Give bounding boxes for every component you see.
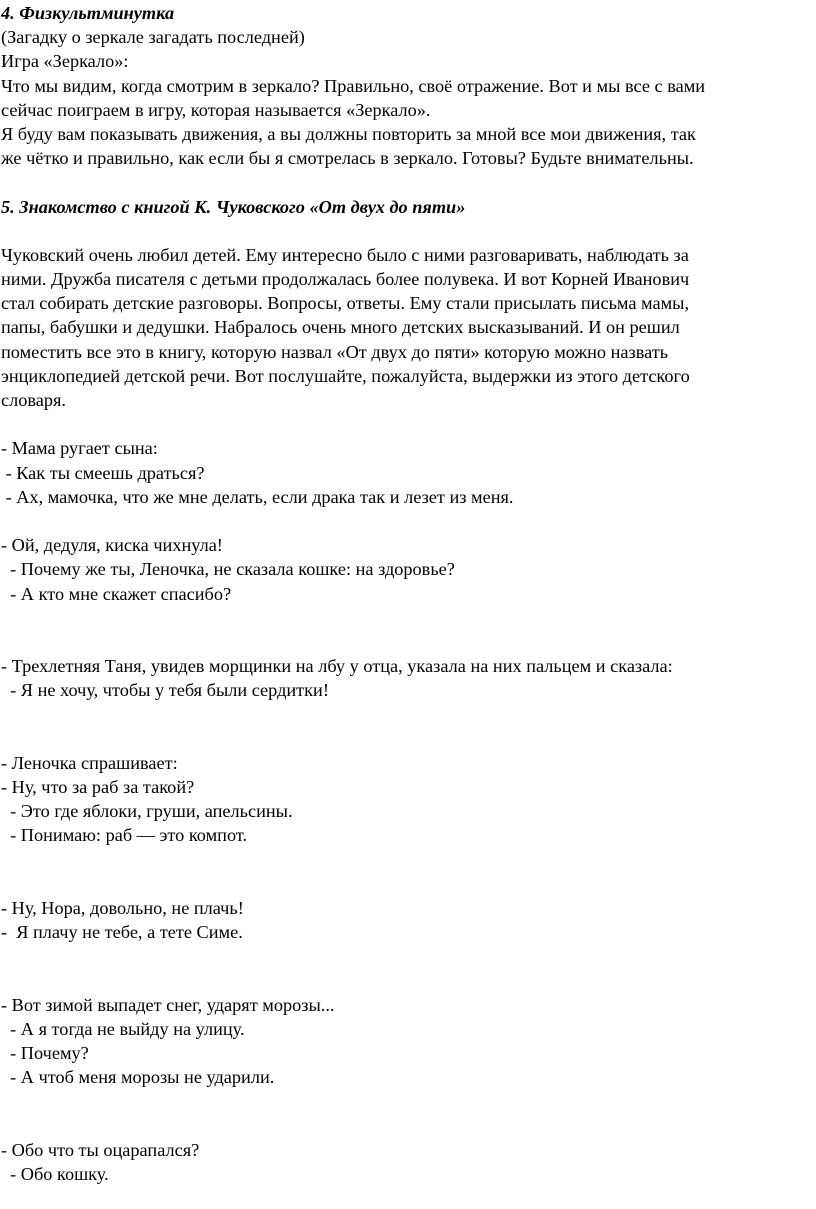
dialogue-line: - Трехлетняя Таня, увидев морщинки на лбу у отца, указала на них пальцем и сказала: (1, 656, 673, 677)
intro-line: стал собирать детские разговоры. Вопросы, ответы. Ему стали присылать письма мамы, (1, 293, 690, 314)
dialogue-line: - Как ты смеешь драться? (1, 462, 205, 483)
intro-line: Чуковский очень любил детей. Ему интересно было с ними разговаривать, наблюдать за (1, 244, 689, 265)
intro-line: ними. Дружба писателя с детьми продолжалась более полувека. И вот Корней Иванович (1, 269, 690, 290)
intro-line: поместить все это в книгу, которую назвал «От двух до пяти» которую можно назвать (1, 341, 669, 362)
section-4-line: же чётко и правильно, как если бы я смотрелась в зеркало. Готовы? Будьте внимательны. (1, 148, 694, 169)
section-4-line: сейчас поиграем в игру, которая называется «Зеркало». (1, 99, 431, 120)
dialogue-block (1, 751, 811, 848)
spacer (1, 509, 811, 533)
section-4-line: (Загадку о зеркале загадать последней) (1, 27, 305, 48)
intro-paragraph (1, 243, 811, 412)
spacer (1, 848, 811, 896)
dialogue-block (1, 993, 811, 1090)
dialogue-line: - Ой, дедуля, киска чихнула! (1, 535, 223, 556)
section-4-line: Я буду вам показывать движения, а вы должны повторить за мной все мои движения, так (1, 123, 696, 144)
dialogue-line: - Я плачу не тебе, а тете Симе. (1, 922, 243, 943)
dialogue-line: - Я не хочу, чтобы у тебя были сердитки! (1, 680, 329, 701)
section-4-line: Что мы видим, когда смотрим в зеркало? Правильно, своё отражение. Вот и мы все с вами (1, 75, 706, 96)
intro-line: словаря. (1, 390, 67, 410)
document-body (1, 1, 811, 1186)
spacer (1, 702, 811, 750)
dialogue-line: - Понимаю: раб — это компот. (1, 825, 248, 846)
dialogue-block (1, 654, 811, 702)
dialogue-line: - А я тогда не выйду на улицу. (1, 1018, 245, 1039)
dialogue-line: - Ах, мамочка, что же мне делать, если драка так и лезет из меня. (1, 486, 514, 507)
spacer (1, 170, 811, 194)
dialogue-block (1, 436, 811, 509)
dialogue-line: - Это где яблоки, груши, апельсины. (1, 801, 293, 822)
intro-line: энциклопедией детской речи. Вот послушайте, пожалуйста, выдержки из этого детского (1, 365, 690, 386)
dialogue-line: - Почему? (1, 1043, 89, 1064)
dialogue-line: - А чтоб меня морозы не ударили. (1, 1067, 275, 1088)
intro-line: папы, бабушки и дедушки. Набралось очень много детских высказываний. И он решил (1, 317, 680, 338)
spacer (1, 944, 811, 992)
spacer (1, 1090, 811, 1138)
dialogue-line: - Ну, Нора, довольно, не плачь! (1, 897, 244, 918)
dialogue-line: - Ну, что за раб за такой? (1, 777, 195, 798)
dialogue-line: - Вот зимой выпадет снег, ударят морозы... (1, 994, 335, 1015)
dialogue-line: - Мама ругает сына: (1, 438, 158, 459)
dialogue-block (1, 533, 811, 606)
spacer (1, 412, 811, 436)
section-4-line: Игра «Зеркало»: (1, 51, 129, 72)
dialogue-block (1, 1138, 811, 1186)
section-5-heading: 5. Знакомство с книгой К. Чуковского «От двух до пяти» (1, 196, 466, 217)
dialogue-line: - Леночка спрашивает: (1, 752, 178, 773)
dialogue-line: - А кто мне скажет спасибо? (1, 583, 232, 604)
dialogue-line: - Обо кошку. (1, 1164, 109, 1185)
spacer (1, 219, 811, 243)
dialogue-block (1, 896, 811, 944)
spacer (1, 606, 811, 654)
section-4-heading: 4. Физкультминутка (1, 3, 175, 23)
dialogue-line: - Обо что ты оцарапался? (1, 1139, 200, 1160)
dialogue-line: - Почему же ты, Леночка, не сказала кошке: на здоровье? (1, 559, 455, 580)
